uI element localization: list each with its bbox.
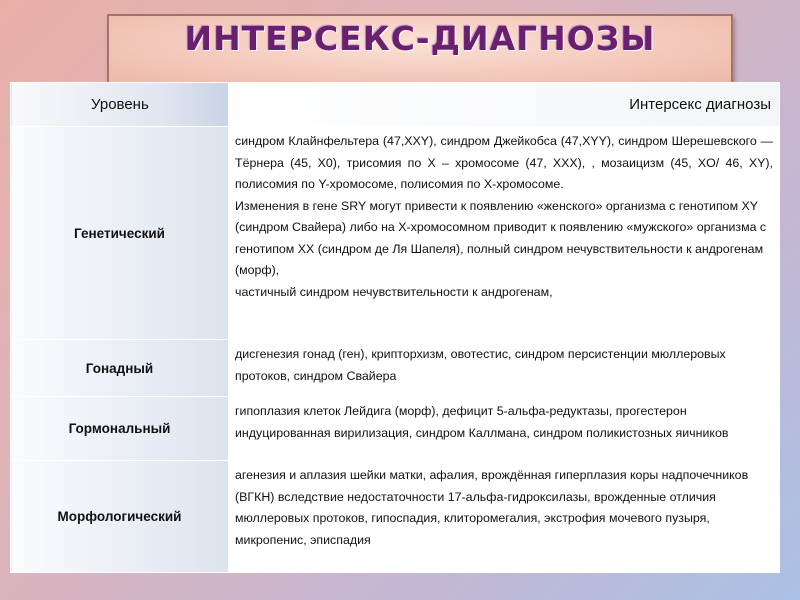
header-diagnoses: Интерсекс диагнозы: [229, 83, 780, 127]
table-row-genetic: [11, 127, 780, 340]
morphological-paragraph: агенезия и аплазия шейки матки, афалия, врождённая гиперплазия коры надпочечников (ВГКН) вследствие недостаточности 17-альфа-гидроксилазы, врожденные отличия мюллеровых протоков, гипоспадия, клиторомегалия, экстрофия мочевого пузыря, микропенис, эписпадия: [235, 468, 749, 547]
row-label-hormonal: Гормональный: [11, 397, 229, 461]
table-row-hormonal: [11, 397, 780, 461]
genetic-paragraph-3: частичный синдром нечувствительности к андрогенам,: [235, 284, 553, 299]
row-content-morphological: [229, 461, 780, 573]
table-header-row: [11, 83, 780, 127]
row-label-gonadal: Гонадный: [11, 340, 229, 397]
row-label-genetic: Генетический: [11, 127, 229, 340]
row-content-genetic: [229, 127, 780, 340]
row-label-morphological: Морфологический: [11, 461, 229, 573]
header-level: Уровень: [11, 83, 229, 127]
table-row-morphological: [11, 461, 780, 573]
page-title: ИНТЕРСЕКС-ДИАГНОЗЫ: [184, 19, 656, 58]
row-content-hormonal: [229, 397, 780, 461]
intersex-diagnoses-table: [10, 82, 780, 573]
genetic-paragraph-2: Изменения в гене SRY могут привести к появлению «женского» организма с генотипом XY (синдром Свайера) либо на X-хромосомном приводит к появлению «мужского» организма с генотипом XX (синдром де Ля Шапеля), полный синдром нечувствительности к андрогенам (морф),: [235, 198, 767, 277]
title-banner: [107, 14, 733, 86]
gonadal-paragraph: дисгенезия гонад (ген), крипторхизм, овотестис, синдром персистенции мюллеровых протоков, синдром Свайера: [235, 347, 726, 383]
row-content-gonadal: [229, 340, 780, 397]
table-row-gonadal: [11, 340, 780, 397]
genetic-paragraph-1: синдром Клайнфельтера (47,XXY), синдром Джейкобса (47,XYY), синдром Шерешевского — Тёрнера (45, X0), трисомия по X – хромосоме (47, XXX), , мозаицизм (45, XO/ 46, XY), полисомия по Y-хромосоме, полисомия по X-хромосоме.: [235, 134, 773, 191]
hormonal-paragraph: гипоплазия клеток Лейдига (морф), дефицит 5-альфа-редуктазы, прогестерон индуцированная вирилизация, синдром Каллмана, синдром поликистозных яичников: [235, 404, 729, 440]
